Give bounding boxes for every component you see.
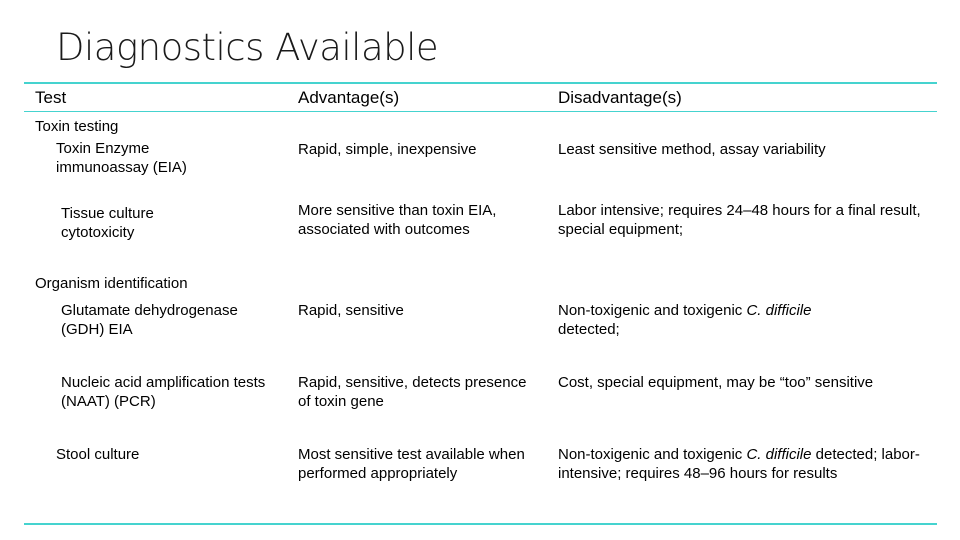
page-title: Diagnostics Available bbox=[56, 26, 439, 69]
table-row-test: Tissue culture cytotoxicity bbox=[61, 205, 154, 241]
table-row-disadvantage: Least sensitive method, assay variability bbox=[558, 141, 826, 158]
table-row-advantage: Rapid, sensitive, detects presence of toxin gene bbox=[298, 374, 527, 410]
group-label-organism-identification: Organism identification bbox=[35, 275, 188, 292]
table-row-advantage: Rapid, simple, inexpensive bbox=[298, 141, 477, 158]
table-row-test: Toxin Enzyme immunoassay (EIA) bbox=[56, 140, 187, 176]
header-disadvantages: Disadvantage(s) bbox=[558, 88, 682, 107]
table-row-disadvantage: Cost, special equipment, may be “too” sensitive bbox=[558, 374, 874, 391]
header-advantages: Advantage(s) bbox=[298, 88, 400, 107]
table-header-rule bbox=[24, 111, 937, 112]
table-top-rule bbox=[24, 82, 937, 84]
table-row-test: Stool culture bbox=[56, 446, 140, 463]
table-row-advantage: Rapid, sensitive bbox=[298, 302, 404, 319]
header-test: Test bbox=[35, 88, 67, 107]
table-row-disadvantage: Labor intensive; requires 24–48 hours for a final result, special equipment; bbox=[558, 202, 921, 238]
table-row-advantage: Most sensitive test available when performed appropriately bbox=[298, 446, 525, 482]
table-row-test: Nucleic acid amplification tests (NAAT) (PCR) bbox=[61, 374, 266, 410]
table-bottom-rule bbox=[24, 523, 937, 525]
table-row-disadvantage: Non-toxigenic and toxigenic C. difficile detected; labor-intensive; requires 48–96 hours for results bbox=[558, 446, 920, 482]
table-row-disadvantage: Non-toxigenic and toxigenic C. difficile detected; bbox=[558, 302, 812, 338]
table-row-advantage: More sensitive than toxin EIA, associated with outcomes bbox=[298, 202, 497, 238]
table-row-test: Glutamate dehydrogenase (GDH) EIA bbox=[61, 302, 238, 338]
group-label-toxin-testing: Toxin testing bbox=[35, 118, 119, 135]
